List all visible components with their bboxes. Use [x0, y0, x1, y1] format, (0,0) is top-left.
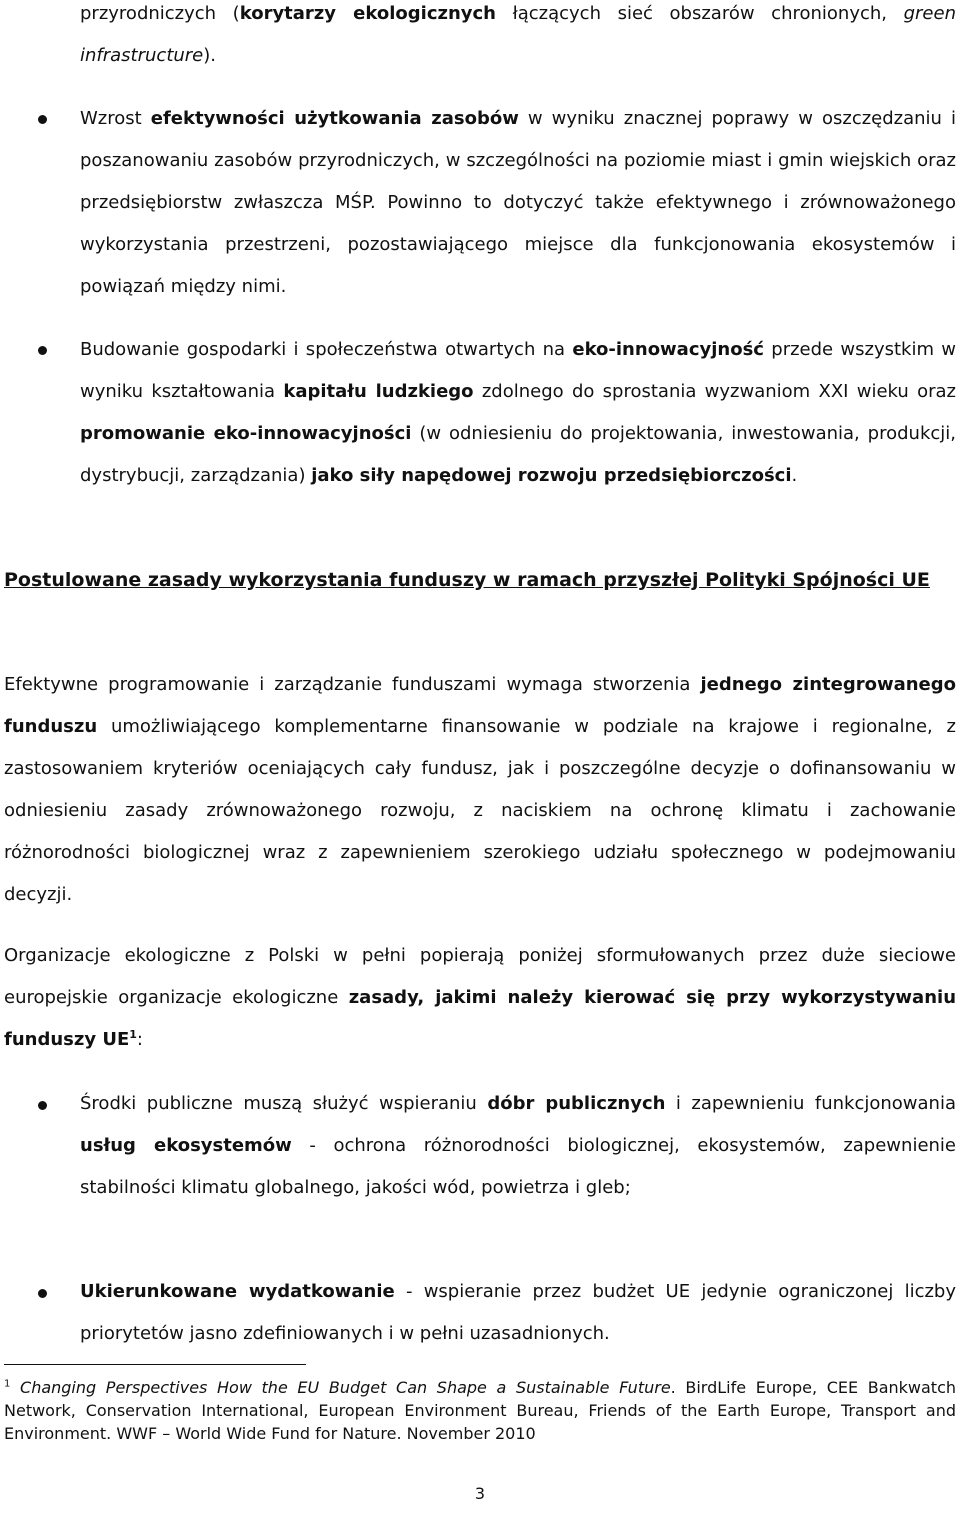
bullet-marker: [38, 1289, 47, 1298]
footnote-reference: 1: [129, 1028, 137, 1041]
text-run: .: [791, 465, 798, 486]
bold-run: jako siły napędowej rozwoju przedsiębiorczości: [311, 465, 792, 486]
paragraph-principles: [4, 935, 956, 1061]
bold-run: usług ekosystemów: [80, 1135, 292, 1156]
text-run: przyrodniczych (: [80, 3, 240, 24]
bullet-item-efficiency: [80, 98, 956, 308]
bold-run: promowanie eko-innowacyjności: [80, 423, 412, 444]
footnote-text: . BirdLife Europe, CEE Bankwatch Network, Conservation International, European Environment Bureau, Friends of the Earth Europe, Transport and Environment. WWF – World Wide Fund for Nature. November 2010: [4, 1378, 957, 1443]
bullet-item-public-goods: [80, 1083, 956, 1209]
bullet-marker: [38, 346, 47, 355]
page-number: 3: [474, 1484, 486, 1503]
italic-run: green infrastructure: [80, 3, 956, 66]
bullet-marker: [38, 1101, 47, 1110]
bullet-item-eco-innovation: [80, 329, 956, 497]
text-run: przede wszystkim w wyniku kształtowania: [80, 339, 956, 402]
text-run: łączących sieć obszarów chronionych,: [496, 3, 904, 24]
footnote-separator: [4, 1364, 306, 1365]
footnote-number: 1: [4, 1378, 11, 1390]
text-run: (w odniesieniu do projektowania, inwestowania, produkcji, dystrybucji, zarządzania): [80, 423, 956, 486]
text-run: ).: [203, 45, 217, 66]
bold-run: jednego zintegrowanego funduszu: [4, 674, 956, 737]
text-run: w wyniku znacznej poprawy w oszczędzaniu i poszanowaniu zasobów przyrodniczych, w szczególności na poziomie miast i gmin wiejskich oraz przedsiębiorstw zwłaszcza MŚP. Powinno to dotyczyć także efektywnego i zrównoważonego wykorzystania przestrzeni, pozostawiającego miejsce dla funkcjonowania ekosystemów i powiązań między nimi.: [80, 108, 957, 297]
text-run: - wspieranie przez budżet UE jedynie ograniczonej liczby priorytetów jasno zdefiniowanych i w pełni uzasadnionych.: [80, 1281, 956, 1344]
text-run: Organizacje ekologiczne z Polski w pełni popierają poniżej sformułowanych przez duże sieciowe europejskie organizacje ekologiczne: [4, 945, 956, 1008]
text-run: umożliwiającego komplementarne finansowanie w podziale na krajowe i regionalne, z zastosowaniem kryteriów oceniających cały fundusz, jak i poszczególne decyzje o dofinansowaniu w odniesieniu zasady zrównoważonego rozwoju, z naciskiem na ochronę klimatu i zachowanie różnorodności biologicznej wraz z zapewnieniem szerokiego udziału społecznego w podejmowaniu decyzji.: [4, 716, 956, 905]
text-run: Środki publiczne muszą służyć wspieraniu: [80, 1093, 488, 1114]
text-run: Efektywne programowanie i zarządzanie funduszami wymaga stworzenia: [4, 674, 701, 695]
bold-run: zasady, jakimi należy kierować się przy wykorzystywaniu funduszy UE: [4, 987, 957, 1050]
footnote: [4, 1376, 956, 1445]
bold-run: dóbr publicznych: [487, 1093, 666, 1114]
text-run: i zapewnieniu funkcjonowania: [665, 1093, 956, 1114]
section-heading: Postulowane zasady wykorzystania funduszy w ramach przyszłej Polityki Spójności UE: [4, 569, 930, 591]
bold-run: Ukierunkowane wydatkowanie: [80, 1281, 395, 1302]
bullet-marker: [38, 115, 47, 124]
bold-run: korytarzy ekologicznych: [239, 3, 496, 24]
bold-run: efektywności użytkowania zasobów: [150, 108, 519, 129]
text-run: - ochrona różnorodności biologicznej, ekosystemów, zapewnienie stabilności klimatu globalnego, jakości wód, powietrza i gleb;: [80, 1135, 956, 1198]
bold-run: kapitału ludzkiego: [283, 381, 474, 402]
continuation-paragraph: [80, 0, 956, 77]
text-run: Budowanie gospodarki i społeczeństwa otwartych na: [80, 339, 573, 360]
bold-run: eko-innowacyjność: [572, 339, 764, 360]
text-run: Wzrost: [80, 108, 151, 129]
paragraph-integrated-fund: [4, 664, 956, 916]
text-run: :: [136, 1029, 143, 1050]
text-run: zdolnego do sprostania wyzwaniom XXI wieku oraz: [473, 381, 956, 402]
bullet-item-targeted-spending: [80, 1271, 956, 1355]
footnote-title: Changing Perspectives How the EU Budget Can Shape a Sustainable Future: [20, 1378, 671, 1397]
